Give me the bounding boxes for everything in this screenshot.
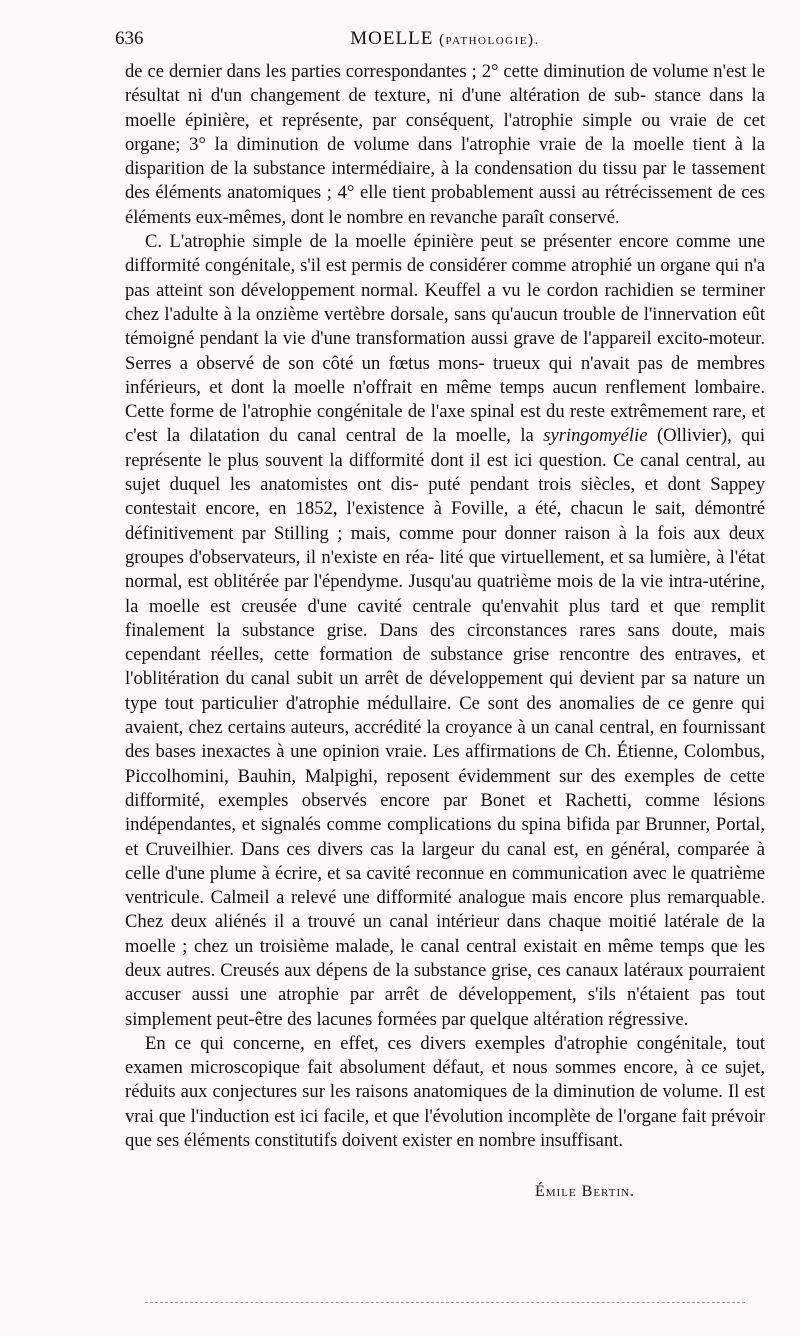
text-line: n'est le résultat ni d'un changement de texture, ni d'une altération de sub-: [125, 61, 765, 107]
author-signature: Émile Bertin.: [535, 1183, 636, 1200]
text-line: examen microscopique fait absolument défaut, et nous sommes encore, à ce sujet,: [125, 1057, 765, 1079]
text-line: organe qui n'a pas atteint son développement normal. Keuffel a vu le cordon: [125, 255, 765, 301]
paragraph: [125, 60, 765, 230]
running-title-subtitle: (pathologie).: [439, 32, 540, 48]
text-line: médullaire. Ce sont des anomalies de ce genre qui avaient, chez certains auteurs,: [125, 692, 765, 739]
text-line: opinion vraie. Les affirmations de Ch. Étienne, Colombus, Piccolhomini, Bauhin,: [125, 741, 765, 787]
paragraph: [125, 1032, 765, 1153]
text-line: observés encore par Bonet et Rachetti, comme lésions indépendantes, et signalés: [125, 789, 766, 836]
text-line: conservé.: [548, 206, 620, 228]
text-line: pas tout simplement peut-être des lacunes formées par quelque altération: [125, 984, 765, 1030]
text-line: moelle ; chez un troisième malade, le canal central existait en même temps que: [125, 935, 738, 957]
text-line: Calmeil a relevé une difformité analogue mais encore plus remarquable. Chez: [125, 887, 765, 933]
text-line: trouble de l'innervation eût témoigné pendant la vie d'une transformation aussi: [125, 303, 765, 350]
text-line: grave de l'appareil excito-moteur. Serres a observé de son côté un fœtus mons-: [125, 328, 765, 374]
text-line: comme complications du spina bifida par Brunner, Portal, et Cruveilhier. Dans ces: [125, 814, 765, 860]
text-line: les deux autres. Creusés aux dépens de la substance grise, ces canaux latéraux: [125, 935, 765, 981]
text-line: Foville, a été, chacun le sait, démontré définitivement par Stilling ; mais, comme: [125, 498, 765, 544]
italic-term: syringomyélie: [543, 425, 648, 447]
text-line: rachidien se terminer chez l'adulte à la onzième vertèbre dorsale, sans qu'aucun: [125, 279, 765, 325]
text-line: moelle tient à la disparition de la substance intermédiaire, à la condensation du: [125, 133, 766, 180]
paragraph: [125, 230, 765, 1032]
body-text: [125, 60, 765, 1153]
text-line: Jusqu'au quatrième mois de la vie intra-utérine, la moelle est creusée d'une: [125, 571, 766, 617]
running-title: [115, 28, 775, 50]
text-line: dont il est ici question. Ce canal central, au sujet duquel les anatomistes ont dis-: [125, 449, 766, 496]
text-line: fait prévoir que ses éléments constitutifs doivent exister en nombre insuffisant.: [125, 1105, 765, 1152]
text-line: stance dans la moelle épinière, et représente, par conséquent, l'atrophie simple ou: [125, 85, 765, 131]
text-line: écrire, et sa cavité reconnue en communication avec le quatrième ventricule.: [125, 862, 766, 909]
text-line: En ce qui concerne, en effet, ces divers exemples d'atrophie congénitale, tout: [145, 1032, 765, 1054]
text-line: divers cas la largeur du canal est, en général, comparée à celle d'une plume à: [125, 838, 766, 884]
text-line: Malpighi, reposent évidemment sur des exemples de cette difformité, exemples: [125, 765, 765, 811]
text-line: de ce dernier dans les parties correspondantes ; 2° cette diminution de volume: [125, 61, 709, 82]
text-line: de développement qui devient par sa nature un type tout particulier d'atrophie: [125, 668, 765, 714]
text-line: accrédité la croyance à un canal central, en fournissant des bases inexactes à une: [125, 717, 765, 763]
text-line: réduits aux conjectures sur les raisons anatomiques de la diminution de volume.: [125, 1081, 723, 1103]
text-line: au rétrécissement de ces éléments eux-mêmes, dont le nombre en revanche paraît: [125, 182, 765, 228]
text-line: pour donner raison à la fois aux deux groupes d'observateurs, il n'existe en réa-: [125, 522, 765, 568]
text-line: C. L'atrophie simple de la moelle épinière peut se présenter encore comme: [145, 231, 731, 253]
text-line: régressive.: [608, 1008, 689, 1030]
text-line: spinal est du reste extrêmement rare, et c'est la dilatation du canal central de la: [125, 401, 765, 447]
text-line: puté pendant trois siècles, et dont Sappey contestait encore, en 1852, l'existence à: [125, 474, 765, 520]
text-line: Dans des circonstances rares sans doute, mais cependant réelles, cette formation: [125, 619, 766, 666]
text-line: de substance grise rencontre des entraves, et l'oblitération du canal subit un arrêt: [125, 644, 765, 690]
text-line: trueux qui n'avait pas de membres inférieurs, et dont la moelle n'offrait en même: [125, 352, 765, 398]
page-bottom-rule: [145, 1302, 745, 1303]
text-line: cavité centrale qu'envahit plus tard et que remplit finalement la substance grise.: [125, 595, 765, 641]
text-line: pourraient accuser aussi une atrophie par arrêt de développement, s'ils n'étaient: [125, 959, 765, 1006]
page-number: 636: [115, 28, 144, 49]
text-line: Il est vrai que l'induction est ici facile, et que l'évolution incomplète de l'organe: [125, 1081, 765, 1127]
running-head: [115, 14, 775, 49]
text-line: vraie de cet organe; 3° la diminution de volume dans l'atrophie vraie de la: [125, 109, 765, 155]
text-line: moelle, la syringomyélie (Ollivier), qui représente le plus souvent la difformité: [125, 425, 766, 471]
text-line: une difformité congénitale, s'il est permis de considérer comme atrophié un: [125, 231, 765, 277]
text-line: deux aliénés il a trouvé un canal intérieur dans chaque moitié latérale de la: [170, 911, 765, 933]
text-line: tissu par le tassement des éléments anatomiques ; 4° elle tient probablement aussi: [125, 158, 765, 204]
running-title-main: MOELLE: [350, 28, 434, 49]
text-line: lité que virtuellement, et sa lumière, à l'état normal, est oblitérée par l'épendyme.: [125, 546, 765, 593]
text-line: temps aucun renflement lombaire. Cette forme de l'atrophie congénitale de l'axe: [125, 376, 765, 423]
